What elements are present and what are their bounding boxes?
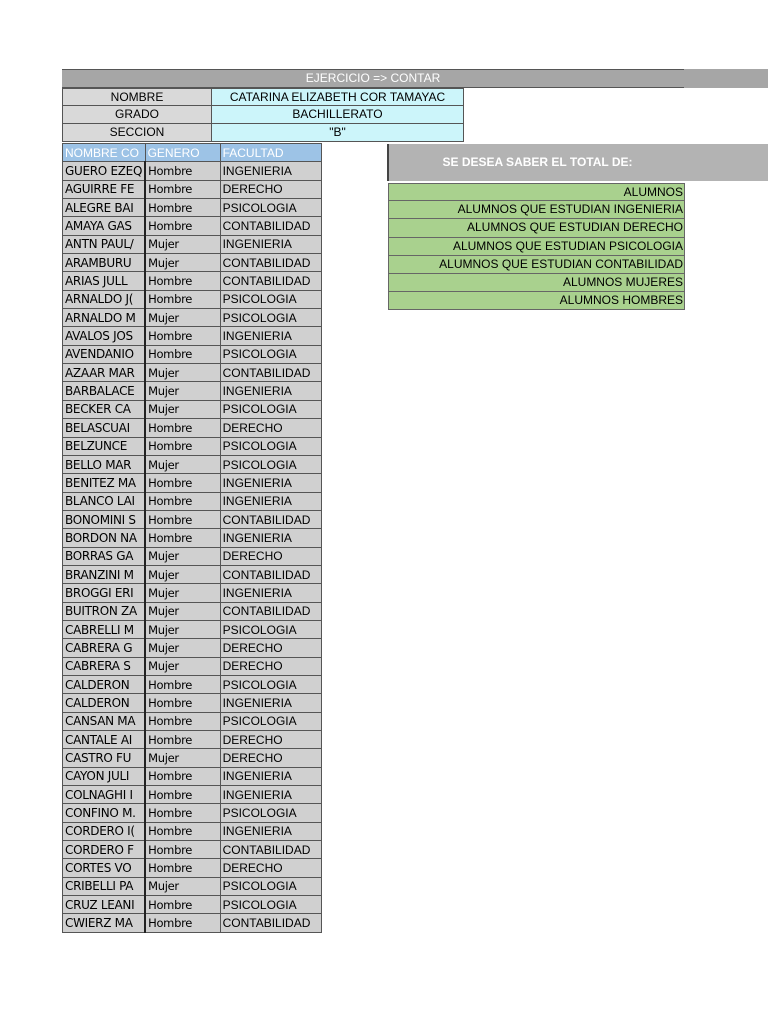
cell-genero[interactable]: Hombre	[145, 492, 220, 510]
cell-genero[interactable]: Mujer	[145, 547, 220, 565]
cell-nombre[interactable]: BROGGI ERI	[63, 584, 146, 602]
student-table	[62, 143, 322, 933]
cell-genero[interactable]: Mujer	[145, 639, 220, 657]
cell-facultad[interactable]: INGENIERIA	[220, 694, 321, 712]
cell-facultad[interactable]: DERECHO	[220, 639, 321, 657]
cell-nombre[interactable]: GUERO EZEQ	[63, 162, 146, 180]
cell-nombre[interactable]: ARIAS JULL	[63, 272, 146, 290]
cell-nombre[interactable]: AMAYA GAS	[63, 217, 146, 235]
table-row	[63, 914, 322, 932]
cell-nombre[interactable]: CABRERA S	[63, 657, 146, 675]
cell-genero[interactable]: Mujer	[145, 657, 220, 675]
cell-genero[interactable]: Hombre	[145, 804, 220, 822]
cell-facultad[interactable]: PSICOLOGIA	[220, 712, 321, 730]
cell-nombre[interactable]: ALEGRE BAI	[63, 199, 146, 217]
cell-genero[interactable]: Hombre	[145, 199, 220, 217]
cell-genero[interactable]: Hombre	[145, 675, 220, 693]
summary-item[interactable]: ALUMNOS QUE ESTUDIAN INGENIERIA	[388, 201, 685, 219]
table-row	[63, 455, 322, 473]
cell-genero[interactable]: Mujer	[145, 254, 220, 272]
table-row	[63, 547, 322, 565]
cell-nombre[interactable]: CORDERO I(	[63, 822, 146, 840]
table-row	[63, 180, 322, 198]
summary-list	[388, 183, 685, 310]
table-row	[63, 639, 322, 657]
cell-nombre[interactable]: BRANZINI M	[63, 565, 146, 583]
cell-genero[interactable]: Hombre	[145, 510, 220, 528]
title-bar-extension	[684, 69, 768, 88]
info-row-nombre	[62, 88, 464, 106]
cell-nombre[interactable]: COLNAGHI I	[63, 786, 146, 804]
cell-facultad[interactable]: CONTABILIDAD	[220, 217, 321, 235]
cell-nombre[interactable]: BONOMINI S	[63, 510, 146, 528]
cell-facultad[interactable]: CONTABILIDAD	[220, 841, 321, 859]
cell-genero[interactable]: Mujer	[145, 455, 220, 473]
cell-genero[interactable]: Mujer	[145, 620, 220, 638]
cell-facultad[interactable]: INGENIERIA	[220, 492, 321, 510]
cell-facultad[interactable]: INGENIERIA	[220, 162, 321, 180]
summary-item[interactable]: ALUMNOS QUE ESTUDIAN PSICOLOGIA	[388, 238, 685, 256]
cell-facultad[interactable]: INGENIERIA	[220, 767, 321, 785]
cell-facultad[interactable]: PSICOLOGIA	[220, 455, 321, 473]
table-header-row	[63, 144, 322, 162]
cell-genero[interactable]: Mujer	[145, 602, 220, 620]
table-row	[63, 657, 322, 675]
student-info	[62, 88, 464, 142]
cell-facultad[interactable]: DERECHO	[220, 547, 321, 565]
cell-nombre[interactable]: CORTES VO	[63, 859, 146, 877]
summary-header-extension	[686, 144, 768, 162]
cell-nombre[interactable]: CWIERZ MA	[63, 914, 146, 932]
cell-nombre[interactable]: BELZUNCE	[63, 437, 146, 455]
summary-item[interactable]: ALUMNOS MUJERES	[388, 274, 685, 292]
cell-genero[interactable]: Hombre	[145, 272, 220, 290]
cell-nombre[interactable]: CAYON JULI	[63, 767, 146, 785]
cell-genero[interactable]: Mujer	[145, 382, 220, 400]
table-row	[63, 272, 322, 290]
cell-genero[interactable]: Hombre	[145, 327, 220, 345]
column-header-genero[interactable]: GENERO	[145, 144, 220, 162]
table-row	[63, 217, 322, 235]
cell-facultad[interactable]: PSICOLOGIA	[220, 199, 321, 217]
cell-facultad[interactable]: DERECHO	[220, 657, 321, 675]
cell-nombre[interactable]: BECKER CA	[63, 400, 146, 418]
table-row	[63, 510, 322, 528]
table-row	[63, 841, 322, 859]
table-row	[63, 565, 322, 583]
cell-nombre[interactable]: CANTALE AI	[63, 731, 146, 749]
info-label[interactable]: NOMBRE	[62, 88, 212, 106]
cell-facultad[interactable]: PSICOLOGIA	[220, 620, 321, 638]
info-label[interactable]: SECCION	[62, 124, 212, 142]
summary-item[interactable]: ALUMNOS HOMBRES	[388, 292, 685, 310]
info-value[interactable]: CATARINA ELIZABETH COR TAMAYAC	[212, 88, 464, 106]
cell-facultad[interactable]: DERECHO	[220, 419, 321, 437]
table-row	[63, 419, 322, 437]
cell-facultad[interactable]: CONTABILIDAD	[220, 510, 321, 528]
table-row	[63, 290, 322, 308]
summary-item[interactable]: ALUMNOS QUE ESTUDIAN CONTABILIDAD	[388, 256, 685, 274]
table-row	[63, 162, 322, 180]
table-row	[63, 731, 322, 749]
cell-genero[interactable]: Mujer	[145, 309, 220, 327]
table-row	[63, 345, 322, 363]
cell-genero[interactable]: Hombre	[145, 290, 220, 308]
cell-genero[interactable]: Hombre	[145, 712, 220, 730]
cell-facultad[interactable]: INGENIERIA	[220, 382, 321, 400]
table-row	[63, 620, 322, 638]
table-row	[63, 859, 322, 877]
table-row	[63, 309, 322, 327]
cell-genero[interactable]: Hombre	[145, 162, 220, 180]
cell-nombre[interactable]: CALDERON	[63, 694, 146, 712]
cell-facultad[interactable]: PSICOLOGIA	[220, 290, 321, 308]
cell-genero[interactable]: Mujer	[145, 584, 220, 602]
cell-nombre[interactable]: CALDERON	[63, 675, 146, 693]
cell-genero[interactable]: Hombre	[145, 841, 220, 859]
table-row	[63, 327, 322, 345]
cell-nombre[interactable]: AGUIRRE FE	[63, 180, 146, 198]
cell-facultad[interactable]: PSICOLOGIA	[220, 877, 321, 895]
cell-facultad[interactable]: CONTABILIDAD	[220, 565, 321, 583]
cell-facultad[interactable]: PSICOLOGIA	[220, 437, 321, 455]
cell-facultad[interactable]: CONTABILIDAD	[220, 914, 321, 932]
cell-nombre[interactable]: BORDON NA	[63, 529, 146, 547]
cell-facultad[interactable]: PSICOLOGIA	[220, 400, 321, 418]
cell-nombre[interactable]: BUITRON ZA	[63, 602, 146, 620]
cell-nombre[interactable]: AVALOS JOS	[63, 327, 146, 345]
cell-genero[interactable]: Hombre	[145, 180, 220, 198]
cell-facultad[interactable]: INGENIERIA	[220, 822, 321, 840]
cell-nombre[interactable]: BARBALACE	[63, 382, 146, 400]
cell-facultad[interactable]: DERECHO	[220, 180, 321, 198]
cell-nombre[interactable]: ARNALDO M	[63, 309, 146, 327]
summary-header[interactable]	[387, 144, 768, 181]
cell-facultad[interactable]: INGENIERIA	[220, 584, 321, 602]
table-row	[63, 896, 322, 914]
cell-nombre[interactable]: BENITEZ MA	[63, 474, 146, 492]
summary-item[interactable]: ALUMNOS QUE ESTUDIAN DERECHO	[388, 219, 685, 237]
table-row	[63, 749, 322, 767]
table-row	[63, 382, 322, 400]
cell-genero[interactable]: Hombre	[145, 731, 220, 749]
summary-item[interactable]: ALUMNOS	[388, 183, 685, 201]
cell-genero[interactable]: Hombre	[145, 859, 220, 877]
info-row-seccion	[62, 124, 464, 142]
cell-genero[interactable]: Hombre	[145, 474, 220, 492]
cell-facultad[interactable]: CONTABILIDAD	[220, 272, 321, 290]
table-row	[63, 786, 322, 804]
cell-genero[interactable]: Hombre	[145, 896, 220, 914]
info-label[interactable]: GRADO	[62, 106, 212, 124]
table-row	[63, 437, 322, 455]
cell-nombre[interactable]: CRIBELLI PA	[63, 877, 146, 895]
cell-genero[interactable]: Mujer	[145, 565, 220, 583]
column-header-facultad[interactable]: FACULTAD	[220, 144, 321, 162]
cell-genero[interactable]: Hombre	[145, 529, 220, 547]
table-row	[63, 400, 322, 418]
table-row	[63, 804, 322, 822]
cell-genero[interactable]: Hombre	[145, 786, 220, 804]
cell-genero[interactable]: Hombre	[145, 419, 220, 437]
cell-nombre[interactable]: CANSAN MA	[63, 712, 146, 730]
cell-facultad[interactable]: PSICOLOGIA	[220, 675, 321, 693]
table-row	[63, 694, 322, 712]
cell-facultad[interactable]: INGENIERIA	[220, 327, 321, 345]
table-row	[63, 877, 322, 895]
cell-nombre[interactable]: CRUZ LEANI	[63, 896, 146, 914]
table-row	[63, 712, 322, 730]
cell-genero[interactable]: Hombre	[145, 694, 220, 712]
table-row	[63, 675, 322, 693]
cell-facultad[interactable]: DERECHO	[220, 731, 321, 749]
cell-nombre[interactable]: BELASCUAI	[63, 419, 146, 437]
table-row	[63, 822, 322, 840]
cell-facultad[interactable]: PSICOLOGIA	[220, 896, 321, 914]
cell-genero[interactable]: Mujer	[145, 749, 220, 767]
table-row	[63, 364, 322, 382]
cell-nombre[interactable]: BELLO MAR	[63, 455, 146, 473]
cell-genero[interactable]: Mujer	[145, 235, 220, 253]
cell-genero[interactable]: Mujer	[145, 877, 220, 895]
info-value[interactable]: "B"	[212, 124, 464, 142]
cell-genero[interactable]: Hombre	[145, 767, 220, 785]
table-row	[63, 199, 322, 217]
cell-nombre[interactable]: ARNALDO J(	[63, 290, 146, 308]
info-value[interactable]: BACHILLERATO	[212, 106, 464, 124]
cell-nombre[interactable]: AVENDANIO	[63, 345, 146, 363]
cell-facultad[interactable]: PSICOLOGIA	[220, 345, 321, 363]
cell-genero[interactable]: Hombre	[145, 914, 220, 932]
table-row	[63, 584, 322, 602]
cell-facultad[interactable]: INGENIERIA	[220, 474, 321, 492]
cell-genero[interactable]: Mujer	[145, 400, 220, 418]
cell-nombre[interactable]: BORRAS GA	[63, 547, 146, 565]
cell-facultad[interactable]: CONTABILIDAD	[220, 602, 321, 620]
table-row	[63, 235, 322, 253]
cell-facultad[interactable]: INGENIERIA	[220, 786, 321, 804]
summary-header-label: SE DESEA SABER EL TOTAL DE:	[442, 155, 633, 169]
cell-facultad[interactable]: PSICOLOGIA	[220, 804, 321, 822]
cell-facultad[interactable]: INGENIERIA	[220, 235, 321, 253]
cell-facultad[interactable]: CONTABILIDAD	[220, 364, 321, 382]
cell-nombre[interactable]: ARAMBURU	[63, 254, 146, 272]
cell-facultad[interactable]: PSICOLOGIA	[220, 309, 321, 327]
cell-nombre[interactable]: BLANCO LAI	[63, 492, 146, 510]
cell-facultad[interactable]: DERECHO	[220, 859, 321, 877]
cell-nombre[interactable]: CABRERA G	[63, 639, 146, 657]
cell-genero[interactable]: Hombre	[145, 345, 220, 363]
cell-nombre[interactable]: AZAAR MAR	[63, 364, 146, 382]
cell-nombre[interactable]: CABRELLI M	[63, 620, 146, 638]
cell-nombre[interactable]: CASTRO FU	[63, 749, 146, 767]
cell-nombre[interactable]: CORDERO F	[63, 841, 146, 859]
table-row	[63, 767, 322, 785]
cell-facultad[interactable]: DERECHO	[220, 749, 321, 767]
table-row	[63, 254, 322, 272]
cell-nombre[interactable]: ANTN PAUL/	[63, 235, 146, 253]
table-row	[63, 492, 322, 510]
cell-genero[interactable]: Hombre	[145, 437, 220, 455]
cell-facultad[interactable]: INGENIERIA	[220, 529, 321, 547]
table-row	[63, 602, 322, 620]
table-row	[63, 474, 322, 492]
info-row-grado	[62, 106, 464, 124]
cell-genero[interactable]: Mujer	[145, 364, 220, 382]
cell-nombre[interactable]: CONFINO M.	[63, 804, 146, 822]
sheet-title[interactable]: EJERCICIO => CONTAR	[62, 69, 684, 88]
cell-facultad[interactable]: CONTABILIDAD	[220, 254, 321, 272]
column-header-nombre[interactable]: NOMBRE CO	[63, 144, 146, 162]
cell-genero[interactable]: Hombre	[145, 217, 220, 235]
cell-genero[interactable]: Hombre	[145, 822, 220, 840]
table-row	[63, 529, 322, 547]
